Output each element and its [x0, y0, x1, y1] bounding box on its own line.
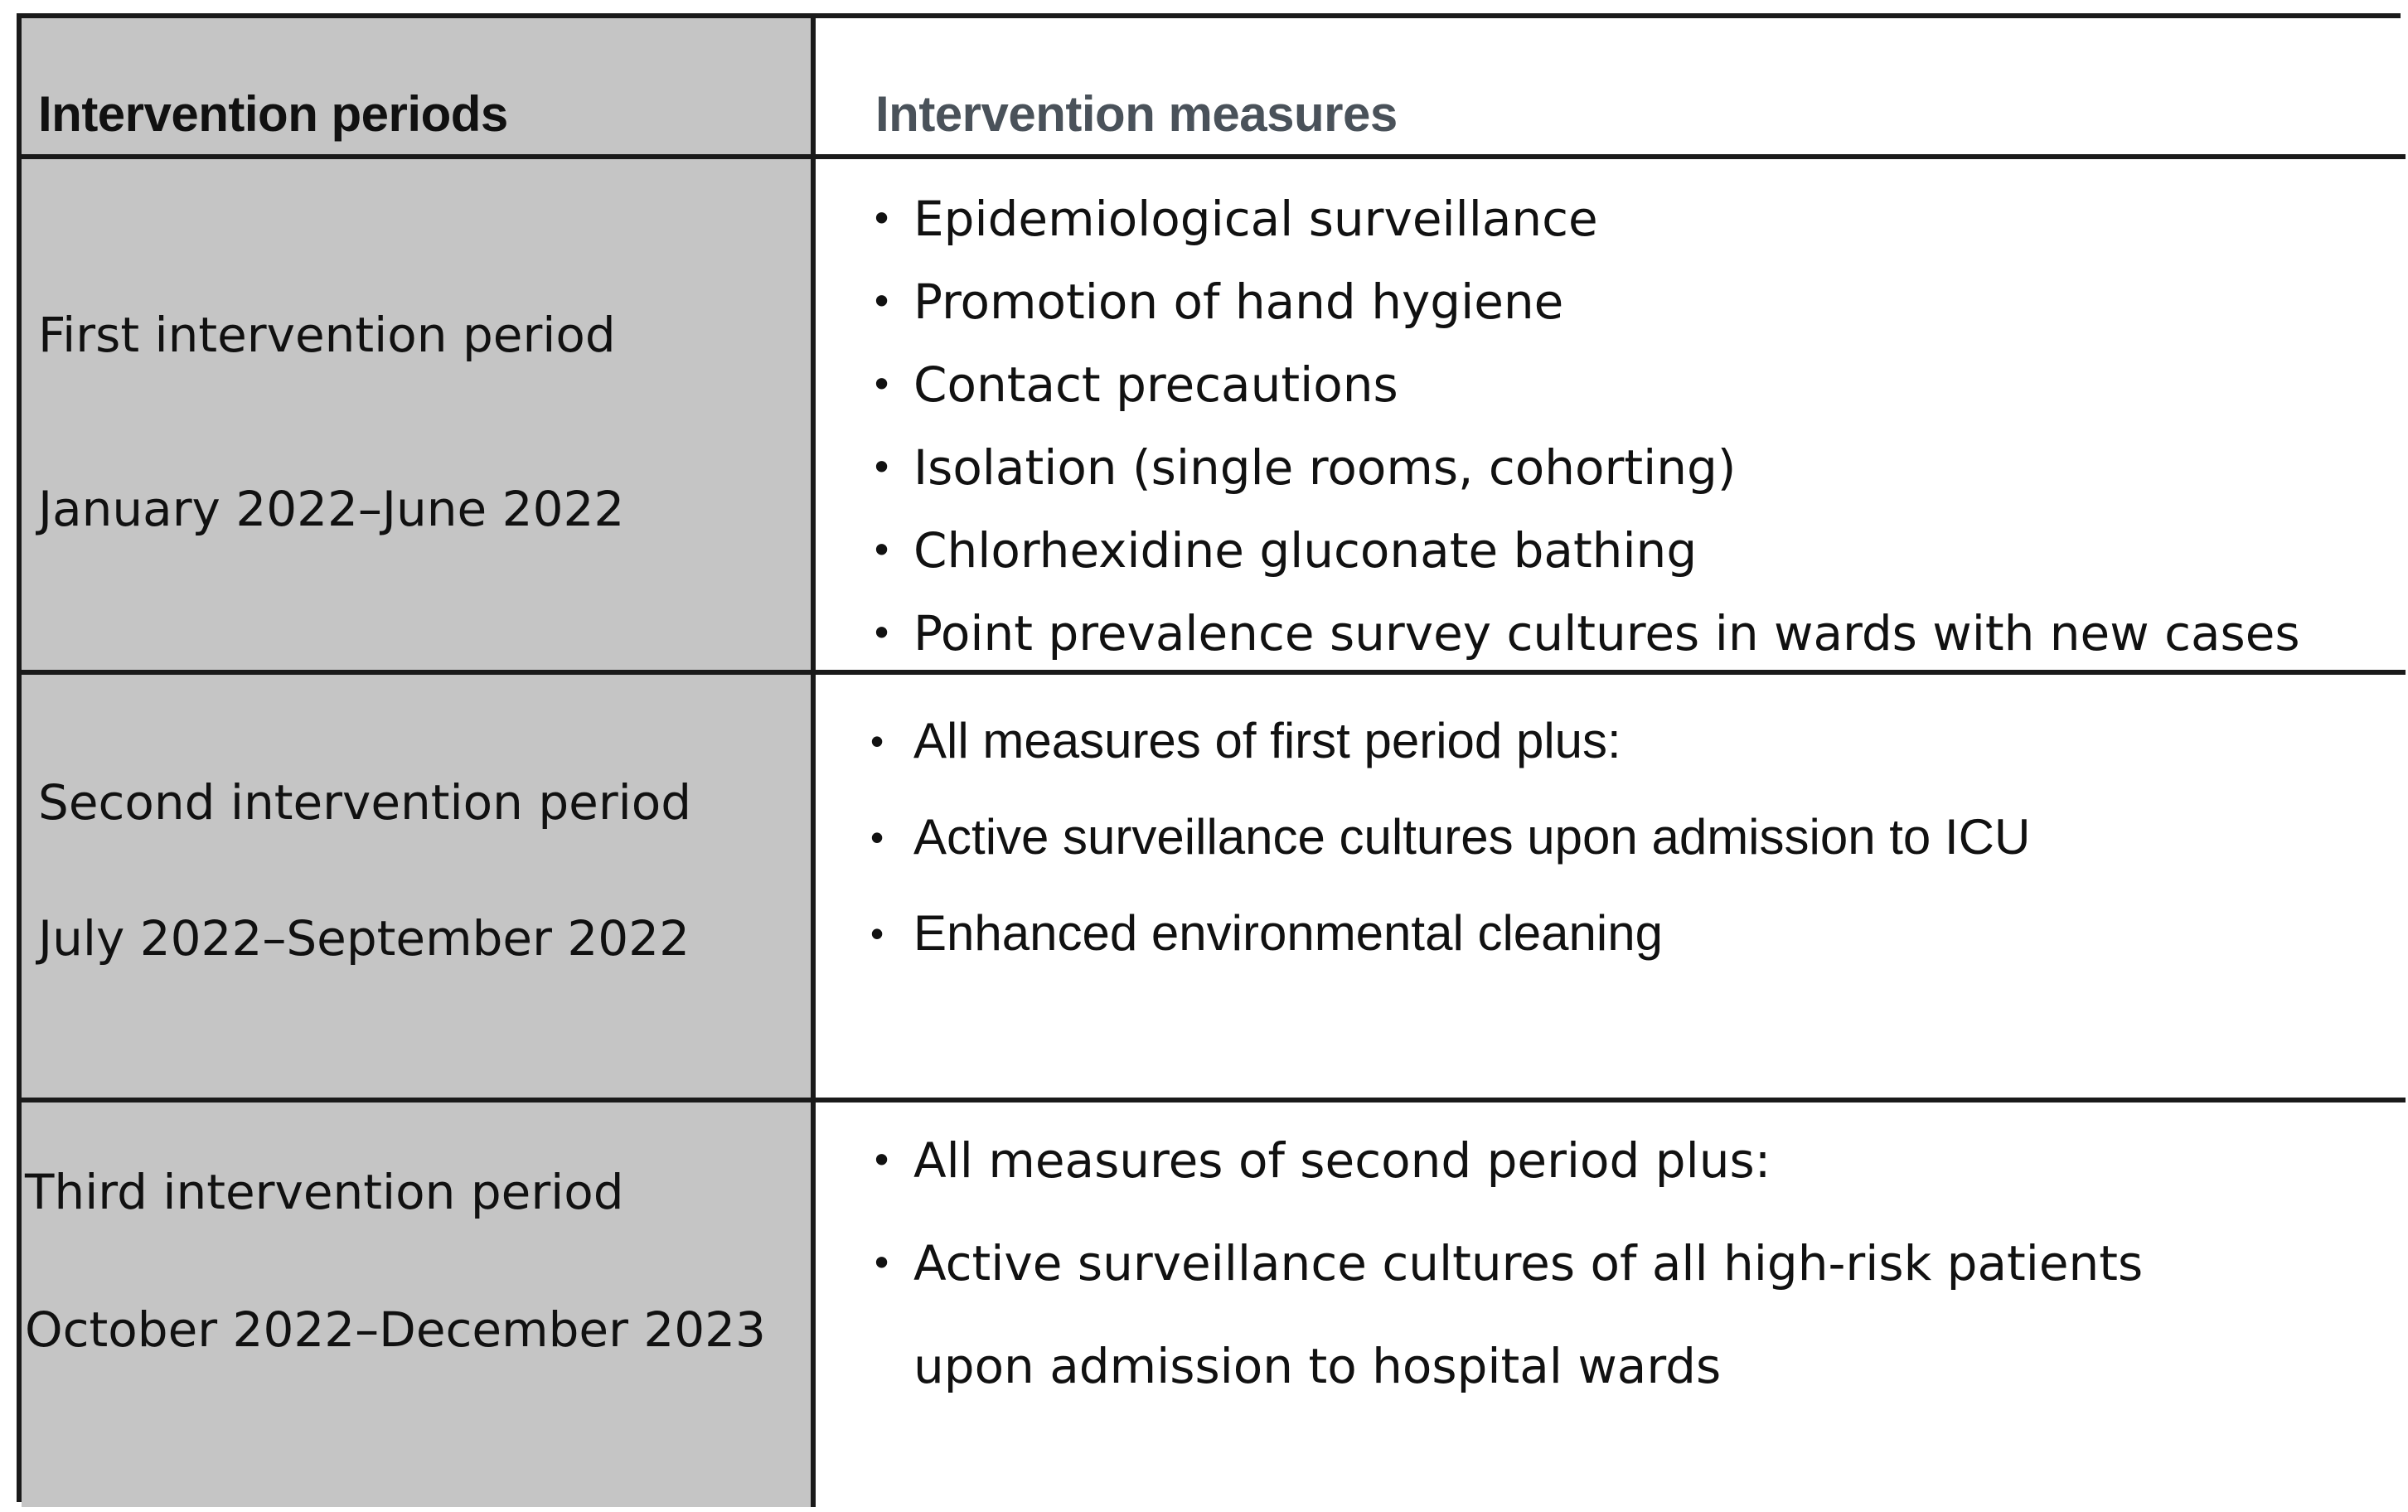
bullet-icon: •	[870, 196, 894, 241]
header-periods-cell	[22, 18, 816, 159]
list-item: • Active surveillance cultures of all high-risk patients upon admission to hospital wards	[865, 1212, 2389, 1418]
list-item: • Point prevalence survey cultures in wards with new cases	[865, 592, 2389, 675]
bullet-icon: •	[870, 1241, 894, 1286]
list-item: • Enhanced environmental cleaning	[865, 885, 2389, 981]
list-item: • Promotion of hand hygiene	[865, 260, 2389, 343]
period-name: First intervention period	[38, 307, 616, 363]
period-cell-third	[22, 1102, 816, 1507]
header-periods-label: Intervention periods	[38, 86, 508, 142]
period-name: Second intervention period	[38, 774, 692, 831]
bullet-icon: •	[870, 445, 894, 490]
intervention-table	[17, 13, 2401, 1502]
bullet-icon: •	[870, 816, 884, 859]
measures-list	[865, 1109, 2389, 1418]
header-measures-cell	[816, 18, 2406, 159]
list-item: • Epidemiological surveillance	[865, 177, 2389, 260]
bullet-icon: •	[870, 362, 894, 407]
bullet-icon: •	[870, 528, 894, 573]
period-name: Third intervention period	[25, 1164, 624, 1220]
list-item: • Chlorhexidine gluconate bathing	[865, 509, 2389, 592]
list-item: • Active surveillance cultures upon admission to ICU	[865, 789, 2389, 885]
bullet-icon: •	[870, 279, 894, 324]
bullet-icon: •	[870, 1138, 894, 1183]
measures-list	[865, 177, 2389, 675]
measures-cell-third	[816, 1102, 2406, 1507]
bullet-icon: •	[870, 912, 884, 955]
period-dates: July 2022–September 2022	[38, 910, 690, 967]
list-item: • All measures of second period plus:	[865, 1109, 2389, 1212]
bullet-icon: •	[870, 611, 894, 656]
measures-list	[865, 693, 2389, 981]
period-cell-second	[22, 675, 816, 1102]
list-item: • All measures of first period plus:	[865, 693, 2389, 789]
period-dates: January 2022–June 2022	[38, 481, 625, 537]
measures-cell-first	[816, 159, 2406, 675]
bullet-icon: •	[870, 720, 884, 763]
period-cell-first	[22, 159, 816, 675]
measures-cell-second	[816, 675, 2406, 1102]
list-item: • Contact precautions	[865, 343, 2389, 426]
period-dates: October 2022–December 2023	[25, 1301, 766, 1358]
list-item: • Isolation (single rooms, cohorting)	[865, 426, 2389, 509]
header-measures-label: Intervention measures	[875, 86, 1398, 142]
